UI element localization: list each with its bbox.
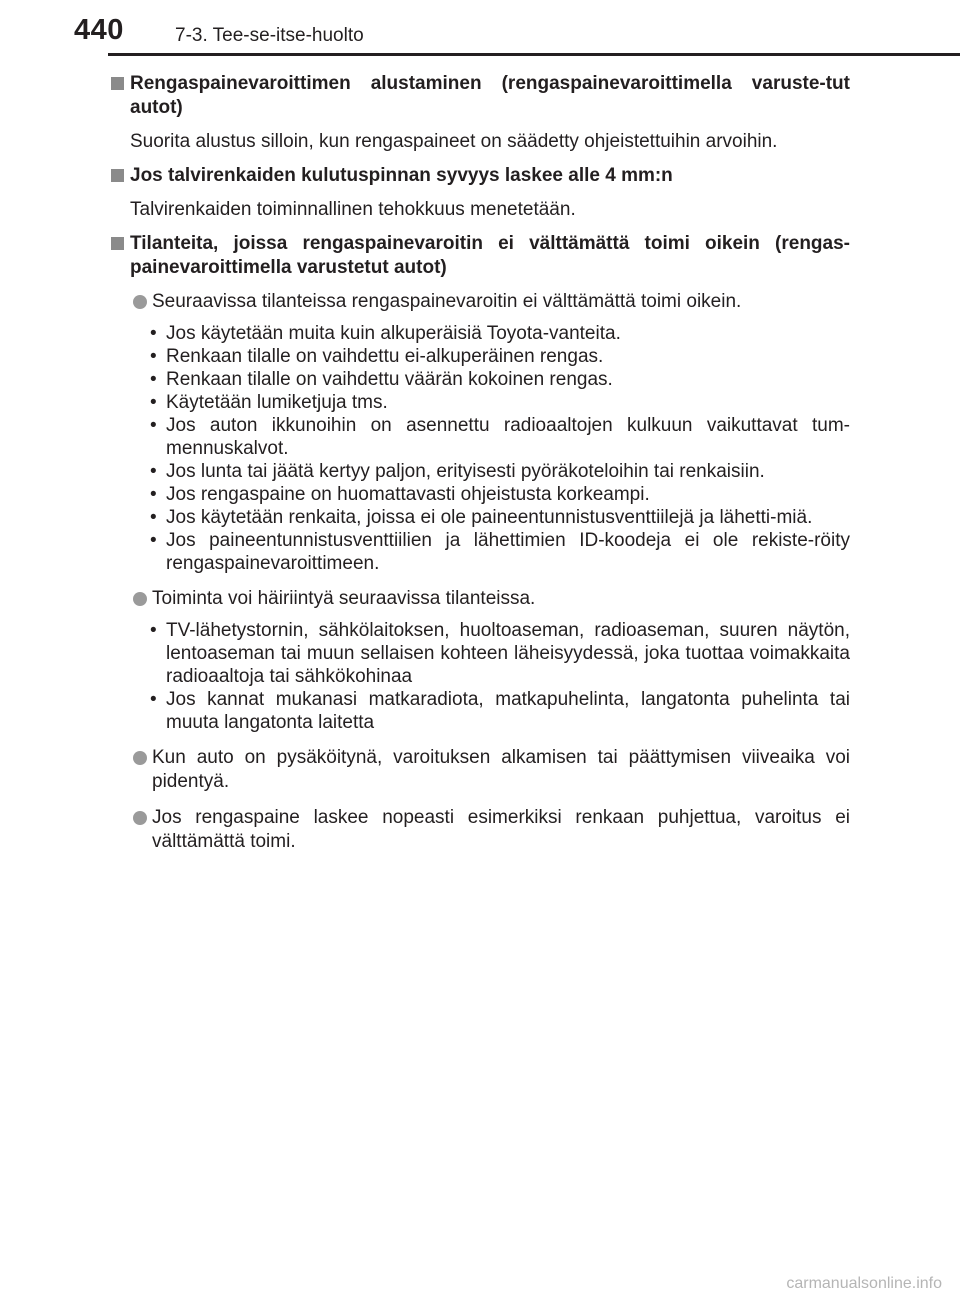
list-item: • Renkaan tilalle on vaihdettu väärän kokoinen rengas. xyxy=(150,369,613,390)
section-reset xyxy=(108,72,850,154)
square-bullet-icon xyxy=(111,77,124,90)
circle-item-block xyxy=(130,746,850,794)
circle-bullet-icon xyxy=(133,811,147,825)
section-body xyxy=(108,130,850,154)
bullet-list xyxy=(130,322,850,575)
list-item: • Renkaan tilalle on vaihdettu ei-alkuperäinen rengas. xyxy=(150,346,604,367)
header-rule xyxy=(108,53,960,56)
list-item: • Jos auton ikkunoihin on asennettu radioaaltojen kulkuun vaikuttavat tum-mennuskalvot. xyxy=(150,415,850,459)
circle-item: Kun auto on pysäköitynä, varoituksen alkamisen tai päättymisen viiveaika voi pidentyä. xyxy=(130,746,850,794)
chapter-title: 7-3. Tee-se-itse-huolto xyxy=(175,25,364,46)
section-title: Jos talvirenkaiden kulutuspinnan syvyys laskee alle 4 mm:n xyxy=(108,164,850,188)
section-winter-tires xyxy=(108,164,850,222)
square-bullet-icon xyxy=(111,237,124,250)
page-number: 440 xyxy=(74,14,124,46)
paragraph: Suorita alustus silloin, kun rengaspaineet on säädetty ohjeistettuihin arvoihin. xyxy=(130,131,778,152)
circle-bullet-icon xyxy=(133,592,147,606)
list-item: • Jos lunta tai jäätä kertyy paljon, erityisesti pyöräkoteloihin tai renkaisiin. xyxy=(150,461,765,482)
list-item: • Jos paineentunnistusventtiilien ja lähettimien ID-koodeja ei ole rekiste-röity rengaspainevaroittimeen. xyxy=(150,530,850,574)
section-title: Rengaspainevaroittimen alustaminen (rengaspainevaroittimella varuste-tut autot) xyxy=(108,72,850,120)
page-header xyxy=(0,0,960,60)
circle-item: Seuraavissa tilanteissa rengaspainevaroitin ei välttämättä toimi oikein. xyxy=(130,290,850,314)
circle-item-block xyxy=(130,587,850,734)
page-content xyxy=(108,72,850,866)
bullet-list xyxy=(130,619,850,734)
list-item: • Jos rengaspaine on huomattavasti ohjeistusta korkeampi. xyxy=(150,484,650,505)
section-title: Tilanteita, joissa rengaspainevaroitin ei välttämättä toimi oikein (rengas-painevaroittimella varustetut autot) xyxy=(108,232,850,280)
square-bullet-icon xyxy=(111,169,124,182)
paragraph: Talvirenkaiden toiminnallinen tehokkuus menetetään. xyxy=(130,199,576,220)
section-malfunction-situations xyxy=(108,232,850,854)
circle-bullet-icon xyxy=(133,751,147,765)
list-item: • Jos käytetään muita kuin alkuperäisiä Toyota-vanteita. xyxy=(150,323,621,344)
circle-bullet-icon xyxy=(133,295,147,309)
circle-item: Toiminta voi häiriintyä seuraavissa tilanteissa. xyxy=(130,587,850,611)
circle-item: Jos rengaspaine laskee nopeasti esimerkiksi renkaan puhjettua, varoitus ei välttämättä toimi. xyxy=(130,806,850,854)
list-item: • Jos käytetään renkaita, joissa ei ole paineentunnistusventtiilejä ja lähetti-miä. xyxy=(150,507,813,528)
watermark: carmanualsonline.info xyxy=(786,1275,942,1292)
list-item: • Jos kannat mukanasi matkaradiota, matkapuhelinta, langatonta puhelinta tai muuta langatonta laitetta xyxy=(150,689,850,733)
circle-item-block xyxy=(130,806,850,854)
section-body xyxy=(108,290,850,854)
circle-item-block xyxy=(130,290,850,575)
section-body xyxy=(108,198,850,222)
list-item: • TV-lähetystornin, sähkölaitoksen, huoltoaseman, radioaseman, suuren näytön, lentoaseman tai muun sellaisen kohteen läheisyydessä, joka tuottaa voimakkaita radioaaltoja tai sähkökohinaa xyxy=(150,620,850,687)
list-item: • Käytetään lumiketjuja tms. xyxy=(150,392,388,413)
